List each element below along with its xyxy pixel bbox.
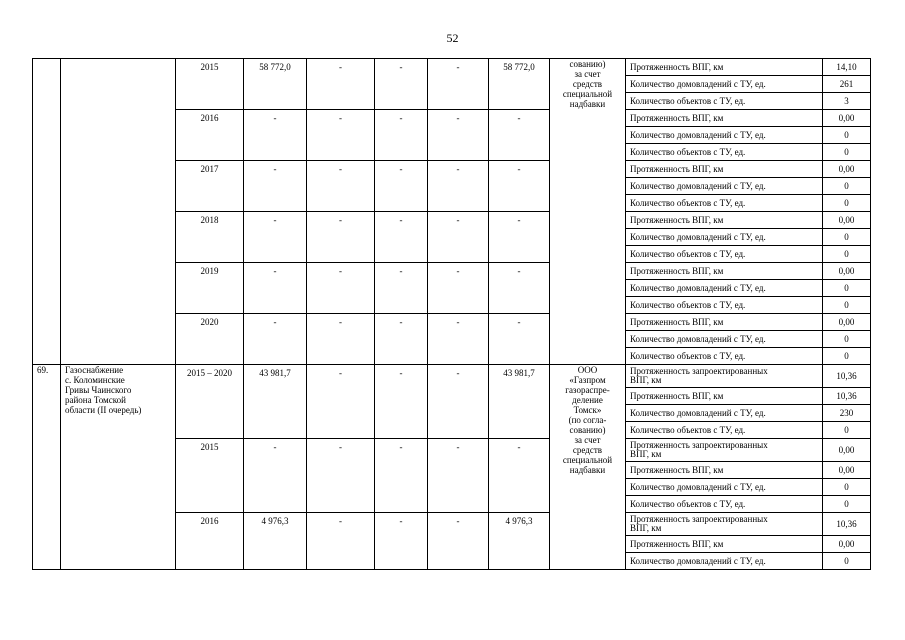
- indicator-value: 0: [823, 144, 871, 161]
- page-number: 52: [446, 31, 459, 45]
- indicator-value: 10,36: [823, 513, 871, 536]
- indicator-name: [626, 439, 823, 462]
- total-cell: -: [244, 212, 307, 263]
- source-line: надбавки: [569, 465, 606, 475]
- source-cell: [550, 59, 626, 365]
- other-source-cell: -: [489, 263, 550, 314]
- year-cell: 2017: [176, 161, 244, 212]
- fund-cell: -: [307, 212, 375, 263]
- indicator-value: 0: [823, 246, 871, 263]
- indicator-value: 261: [823, 76, 871, 93]
- indicator-name: Количество объектов с ТУ, ед.: [626, 348, 823, 365]
- indicator-line: Протяженность запроектированных: [630, 366, 768, 376]
- fund-cell: -: [428, 513, 489, 570]
- fund-cell: -: [307, 513, 375, 570]
- indicator-name: Количество объектов с ТУ, ед.: [626, 144, 823, 161]
- indicator-name: Количество объектов с ТУ, ед.: [626, 422, 823, 439]
- indicator-value: 0: [823, 178, 871, 195]
- indicator-name: Количество домовладений с ТУ, ед.: [626, 76, 823, 93]
- fund-cell: -: [375, 314, 428, 365]
- indicator-line: Протяженность запроектированных: [630, 440, 768, 450]
- other-source-cell: -: [489, 110, 550, 161]
- source-line: за счет: [574, 435, 601, 445]
- source-line: газораспре-: [565, 385, 610, 395]
- indicator-value: 0: [823, 229, 871, 246]
- indicator-name: Количество домовладений с ТУ, ед.: [626, 178, 823, 195]
- source-line: (по согла-: [568, 415, 607, 425]
- source-line: сованию): [569, 425, 606, 435]
- indicator-name: Протяженность ВПГ, км: [626, 161, 823, 178]
- other-source-cell: 4 976,3: [489, 513, 550, 570]
- indicator-name: Количество домовладений с ТУ, ед.: [626, 405, 823, 422]
- indicator-value: 0,00: [823, 536, 871, 553]
- year-cell: 2020: [176, 314, 244, 365]
- object-name-line: Гривы Чаинского: [65, 385, 132, 395]
- object-name-cell: [61, 59, 176, 365]
- fund-cell: -: [375, 161, 428, 212]
- source-line: «Газпром: [569, 375, 606, 385]
- indicator-name: Количество домовладений с ТУ, ед.: [626, 479, 823, 496]
- object-name-line: района Томской: [65, 395, 126, 405]
- indicator-value: 0,00: [823, 462, 871, 479]
- indicator-name: Количество домовладений с ТУ, ед.: [626, 331, 823, 348]
- other-source-cell: -: [489, 314, 550, 365]
- indicator-name: Количество объектов с ТУ, ед.: [626, 246, 823, 263]
- indicator-value: 0: [823, 331, 871, 348]
- number-cell: [33, 59, 61, 365]
- indicator-value: 10,36: [823, 365, 871, 388]
- fund-cell: -: [375, 263, 428, 314]
- other-source-cell: 58 772,0: [489, 59, 550, 110]
- other-source-cell: 43 981,7: [489, 365, 550, 439]
- total-cell: -: [244, 439, 307, 513]
- year-cell: 2016: [176, 513, 244, 570]
- year-cell: 2019: [176, 263, 244, 314]
- indicator-value: 3: [823, 93, 871, 110]
- indicator-name: [626, 513, 823, 536]
- indicator-value: 0: [823, 297, 871, 314]
- fund-cell: -: [428, 212, 489, 263]
- source-line: специальной: [562, 89, 613, 99]
- fund-cell: -: [307, 263, 375, 314]
- source-line: деление: [572, 395, 603, 405]
- indicator-name: Количество объектов с ТУ, ед.: [626, 496, 823, 513]
- object-name-line: Газоснабжение: [65, 365, 124, 375]
- source-line: сованию): [569, 59, 606, 69]
- indicator-value: 230: [823, 405, 871, 422]
- fund-cell: -: [428, 59, 489, 110]
- indicator-value: 0: [823, 479, 871, 496]
- fund-cell: -: [307, 314, 375, 365]
- indicator-name: Количество домовладений с ТУ, ед.: [626, 280, 823, 297]
- indicator-value: 0,00: [823, 161, 871, 178]
- year-cell: 2015: [176, 439, 244, 513]
- indicator-line: ВПГ, км: [630, 449, 662, 459]
- fund-cell: -: [375, 439, 428, 513]
- fund-cell: -: [307, 110, 375, 161]
- indicator-value: 0: [823, 195, 871, 212]
- other-source-cell: -: [489, 212, 550, 263]
- table-row: [33, 59, 871, 76]
- source-cell: [550, 365, 626, 570]
- total-cell: -: [244, 263, 307, 314]
- fund-cell: -: [307, 59, 375, 110]
- fund-cell: -: [307, 365, 375, 439]
- total-cell: 43 981,7: [244, 365, 307, 439]
- source-line: средств: [572, 79, 603, 89]
- indicator-name: Протяженность ВПГ, км: [626, 388, 823, 405]
- indicator-name: Протяженность ВПГ, км: [626, 263, 823, 280]
- item-number: 69.: [33, 365, 61, 570]
- total-cell: 58 772,0: [244, 59, 307, 110]
- indicator-name: Количество объектов с ТУ, ед.: [626, 93, 823, 110]
- indicator-name: Протяженность ВПГ, км: [626, 110, 823, 127]
- indicator-value: 0: [823, 422, 871, 439]
- indicator-name: Количество домовладений с ТУ, ед.: [626, 229, 823, 246]
- indicator-name: Протяженность ВПГ, км: [626, 212, 823, 229]
- fund-cell: -: [375, 365, 428, 439]
- indicator-line: Протяженность запроектированных: [630, 514, 768, 524]
- indicator-name: Количество объектов с ТУ, ед.: [626, 195, 823, 212]
- indicator-value: 0: [823, 348, 871, 365]
- indicator-name: Количество домовладений с ТУ, ед.: [626, 553, 823, 570]
- indicator-value: 14,10: [823, 59, 871, 76]
- fund-cell: -: [428, 263, 489, 314]
- indicator-value: 0: [823, 553, 871, 570]
- indicator-value: 10,36: [823, 388, 871, 405]
- fund-cell: -: [307, 439, 375, 513]
- fund-cell: -: [428, 314, 489, 365]
- fund-cell: -: [375, 59, 428, 110]
- object-name-cell: [61, 365, 176, 570]
- indicator-name: Протяженность ВПГ, км: [626, 314, 823, 331]
- program-table: [32, 58, 871, 570]
- indicator-value: 0,00: [823, 439, 871, 462]
- indicator-name: Количество объектов с ТУ, ед.: [626, 297, 823, 314]
- total-cell: -: [244, 110, 307, 161]
- source-line: за счет: [574, 69, 601, 79]
- fund-cell: -: [375, 513, 428, 570]
- source-line: средств: [572, 445, 603, 455]
- indicator-name: Протяженность ВПГ, км: [626, 59, 823, 76]
- fund-cell: -: [428, 161, 489, 212]
- year-cell: 2015: [176, 59, 244, 110]
- fund-cell: -: [307, 161, 375, 212]
- indicator-value: 0: [823, 127, 871, 144]
- table-body: [33, 59, 871, 570]
- indicator-name: Количество домовладений с ТУ, ед.: [626, 127, 823, 144]
- indicator-value: 0,00: [823, 263, 871, 280]
- fund-cell: -: [375, 212, 428, 263]
- total-cell: -: [244, 314, 307, 365]
- year-cell: 2018: [176, 212, 244, 263]
- other-source-cell: -: [489, 161, 550, 212]
- source-line: надбавки: [569, 99, 606, 109]
- indicator-line: ВПГ, км: [630, 523, 662, 533]
- fund-cell: -: [428, 365, 489, 439]
- object-name-line: области (II очередь): [65, 405, 142, 415]
- indicator-name: [626, 365, 823, 388]
- total-cell: 4 976,3: [244, 513, 307, 570]
- fund-cell: -: [375, 110, 428, 161]
- source-line: ООО: [577, 365, 598, 375]
- year-cell: 2016: [176, 110, 244, 161]
- object-name-line: с. Коломинские: [65, 375, 125, 385]
- indicator-name: Протяженность ВПГ, км: [626, 536, 823, 553]
- indicator-value: 0: [823, 496, 871, 513]
- source-line: специальной: [562, 455, 613, 465]
- year-cell: 2015 – 2020: [176, 365, 244, 439]
- indicator-name: Протяженность ВПГ, км: [626, 462, 823, 479]
- fund-cell: -: [428, 439, 489, 513]
- indicator-value: 0,00: [823, 314, 871, 331]
- total-cell: -: [244, 161, 307, 212]
- source-line: Томск»: [573, 405, 602, 415]
- table-row: [33, 365, 871, 388]
- indicator-line: ВПГ, км: [630, 375, 662, 385]
- indicator-value: 0,00: [823, 212, 871, 229]
- other-source-cell: -: [489, 439, 550, 513]
- fund-cell: -: [428, 110, 489, 161]
- indicator-value: 0,00: [823, 110, 871, 127]
- indicator-value: 0: [823, 280, 871, 297]
